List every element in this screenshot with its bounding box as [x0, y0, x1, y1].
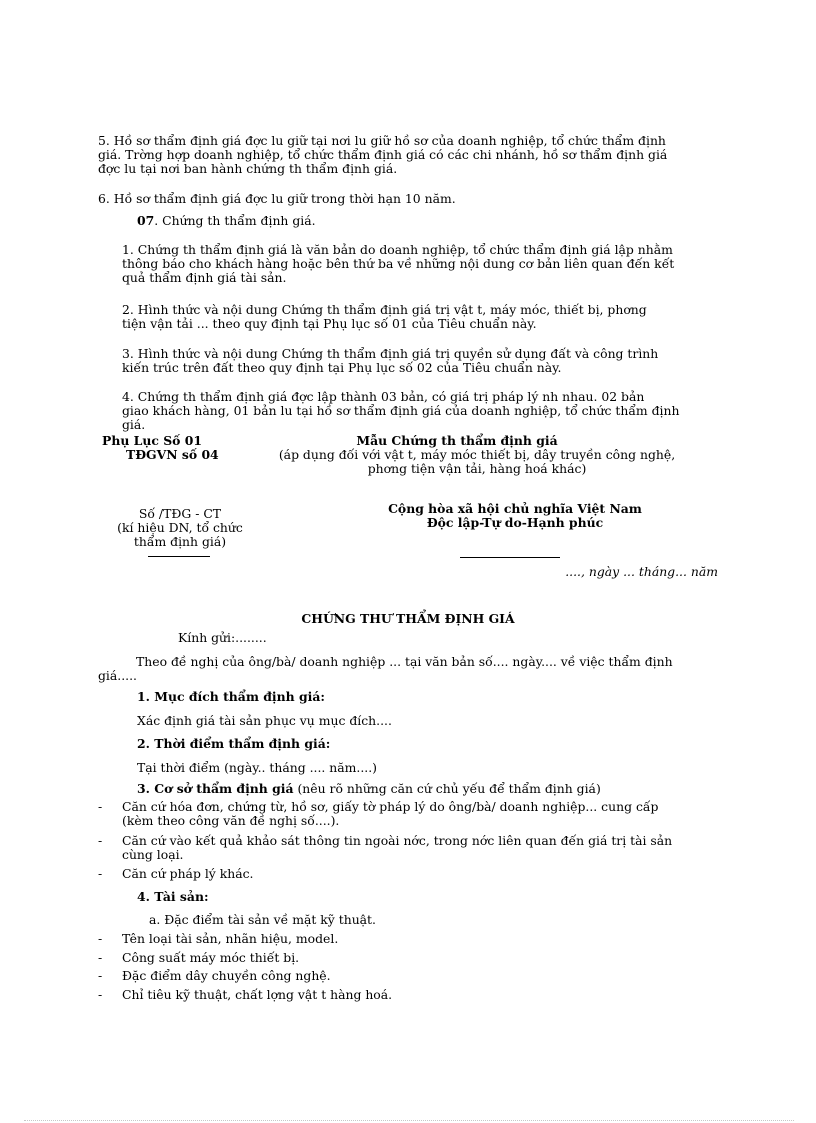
section-2-title: 2. Thời điểm thẩm định giá: [137, 736, 331, 751]
text-line: cùng loại. [122, 847, 184, 862]
text-line: giao khách hàng, 01 bản lu tại hồ sơ thẩm định giá của doanh nghiệp, tổ chức thẩm định [122, 403, 680, 418]
text-line: (kèm theo công văn đề nghị số....). [122, 813, 340, 828]
text-line: 6. Hồ sơ thẩm định giá đợc lu giữ trong thời hạn 10 năm. [98, 191, 456, 206]
appendix-standard: TĐGVN số 04 [126, 447, 219, 462]
appendix-label-block [102, 434, 262, 462]
request-paragraph [98, 655, 718, 683]
text-line: 3. Hình thức và nội dung Chứng th thẩm định giá trị quyền sử dụng đất và công trình [122, 346, 659, 361]
text-line: 5. Hồ sơ thẩm định giá đợc lu giữ tại nơi lu giữ hồ sơ của doanh nghiệp, tổ chức thẩm định [98, 133, 666, 148]
section-number: 07 [137, 213, 155, 228]
section-3-note: (nêu rõ những căn cứ chủ yếu để thẩm định giá) [293, 781, 601, 796]
section-07-heading [137, 214, 717, 228]
text-line: đợc lu tại nơi ban hành chứng th thẩm định giá. [98, 161, 398, 176]
clause-1 [122, 243, 718, 285]
list-item: Công suất máy móc thiết bị. [122, 950, 300, 965]
section-4-subtitle: a. Đặc điểm tài sản về mặt kỹ thuật. [149, 912, 376, 927]
appendix-label: Phụ Lục Số 01 [102, 433, 202, 448]
appendix-form-block [262, 434, 692, 476]
greeting: Kính gửi:........ [178, 630, 267, 645]
bullet: - [98, 931, 103, 946]
number-note: thẩm định giá) [133, 534, 227, 549]
text-line: giá. Trờng hợp doanh nghiệp, tổ chức thẩm định giá có các chi nhánh, hồ sơ thẩm định giá [98, 147, 668, 162]
list-item [122, 800, 718, 828]
number-note: (kí hiệu DN, tổ chức [117, 520, 243, 535]
list-item [122, 867, 718, 881]
text-line: quả thẩm định giá tài sản. [122, 270, 287, 285]
bullet: - [98, 866, 103, 881]
date-line: ...., ngày ... tháng... năm [565, 564, 718, 579]
section-3-title: 3. Cơ sở thẩm định giá [137, 781, 294, 796]
list-item: Chỉ tiêu kỹ thuật, chất lợng vật t hàng hoá. [122, 987, 393, 1002]
section-1-body: Xác định giá tài sản phục vụ mục đích.... [137, 713, 392, 728]
clause-2 [122, 303, 718, 331]
republic-name: Cộng hòa xã hội chủ nghĩa Việt Nam [388, 501, 642, 516]
divider [460, 557, 560, 558]
text-line: Căn cứ hóa đơn, chứng từ, hồ sơ, giấy tờ pháp lý do ông/bà/ doanh nghiệp... cung cấp [122, 799, 659, 814]
paragraph-item-5 [98, 134, 718, 176]
text-line: Căn cứ vào kết quả khảo sát thông tin ngoài nớc, trong nớc liên quan đến giá trị tài sản [122, 833, 673, 848]
text-line: thông báo cho khách hàng hoặc bên thứ ba về những nội dung cơ bản liên quan đến kết [122, 256, 675, 271]
national-title-block [340, 502, 690, 530]
bullet: - [98, 987, 103, 1002]
section-4-title: 4. Tài sản: [137, 889, 209, 904]
list-item [122, 834, 718, 862]
section-title: . Chứng th thẩm định giá. [154, 213, 316, 228]
text-line: tiện vận tải ... theo quy định tại Phụ lục số 01 của Tiêu chuẩn này. [122, 316, 537, 331]
text-line: 1. Chứng th thẩm định giá là văn bản do doanh nghiệp, tổ chức thẩm định giá lập nhằm [122, 242, 673, 257]
text-line: kiến trúc trên đất theo quy định tại Phụ lục số 02 của Tiêu chuẩn này. [122, 360, 562, 375]
text-line: 4. Chứng th thẩm định giá đợc lập thành 03 bản, có giá trị pháp lý nh nhau. 02 bản [122, 389, 645, 404]
section-2-body: Tại thời điểm (ngày.. tháng .... năm....) [137, 760, 377, 775]
text-line: giá..... [98, 668, 137, 683]
bullet: - [98, 968, 103, 983]
form-note: (áp dụng đối với vật t, máy móc thiết bị, dây truyền công nghệ, [278, 447, 676, 462]
certificate-title: CHỨNG THƯ THẨM ĐỊNH GIÁ [301, 611, 515, 626]
text-line: giá. [122, 417, 146, 432]
list-item: Đặc điểm dây chuyền công nghệ. [122, 968, 331, 983]
list-item: Tên loại tài sản, nhãn hiệu, model. [122, 931, 339, 946]
national-motto: Độc lập-Tự do-Hạnh phúc [426, 515, 604, 530]
paragraph-item-6 [98, 192, 718, 206]
section-1-title: 1. Mục đích thẩm định giá: [137, 689, 325, 704]
divider [148, 556, 210, 557]
page-bottom-border [24, 1120, 794, 1121]
clause-4 [122, 390, 718, 432]
bullet: - [98, 799, 103, 814]
certificate-number-block [100, 507, 260, 549]
text-line: 2. Hình thức và nội dung Chứng th thẩm định giá trị vật t, máy móc, thiết bị, phơng [122, 302, 647, 317]
form-note: phơng tiện vận tải, hàng hoá khác) [367, 461, 587, 476]
bullet: - [98, 950, 103, 965]
section-3-heading [137, 782, 601, 796]
form-title: Mẫu Chứng th thẩm định giá [356, 433, 558, 448]
clause-3 [122, 347, 718, 375]
text-line: Theo đề nghị của ông/bà/ doanh nghiệp ... tại văn bản số.... ngày.... về việc thẩm định [136, 654, 673, 669]
certificate-number: Số /TĐG - CT [138, 506, 222, 521]
bullet: - [98, 833, 103, 848]
text-line: Căn cứ pháp lý khác. [122, 866, 254, 881]
